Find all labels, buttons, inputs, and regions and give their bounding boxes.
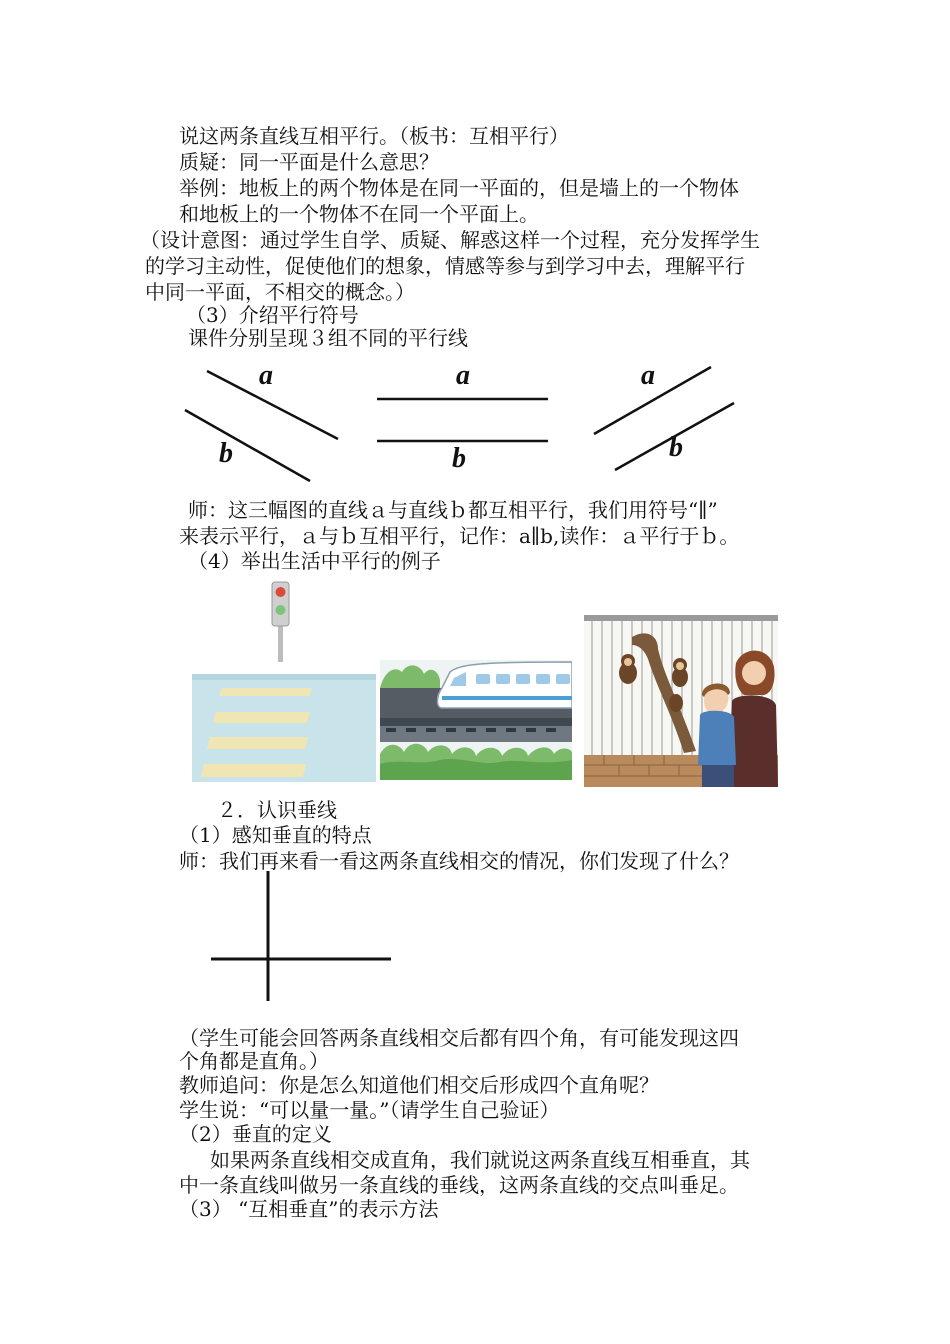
line-b-1: [185, 410, 310, 481]
text-line: 师：这三幅图的直线ａ与直线ｂ都互相平行，我们用符号“∥”: [188, 498, 718, 522]
text-line: 如果两条直线相交成直角，我们就说这两条直线互相垂直，其: [210, 1148, 750, 1172]
text-line: 教师追问：你是怎么知道他们相交后形成四个直角呢？: [179, 1073, 659, 1097]
zoo-cage-illustration: [584, 615, 778, 787]
label-a-2: a: [456, 360, 470, 391]
label-b-2: b: [452, 443, 466, 474]
label-a-1: a: [259, 360, 273, 391]
text-line: （设计意图：通过学生自学、质疑、解惑这样一个过程，充分发挥学生: [140, 228, 760, 252]
section-heading: （3） “互相垂直”的表示方法: [179, 1197, 439, 1221]
section-heading: （3）介绍平行符号: [186, 303, 359, 327]
train-illustration: [380, 660, 572, 780]
label-b-1: b: [219, 438, 233, 469]
section-heading: （2）垂直的定义: [179, 1122, 332, 1146]
text-line: 来表示平行，ａ与ｂ互相平行，记作：a∥b,读作：ａ平行于ｂ。: [179, 524, 740, 548]
section-heading: （1）感知垂直的特点: [179, 823, 372, 847]
text-line: 的学习主动性，促使他们的想象，情感等参与到学习中去，理解平行: [145, 254, 745, 278]
label-a-3: a: [641, 360, 655, 391]
label-b-3: b: [669, 432, 683, 463]
text-line: （学生可能会回答两条直线相交后都有四个角，有可能发现这四: [179, 1026, 739, 1050]
section-heading: （4）举出生活中平行的例子: [188, 549, 441, 573]
text-line: 中同一平面，不相交的概念。）: [145, 280, 415, 304]
text-line: 说这两条直线互相平行。（板书：互相平行）: [179, 124, 569, 148]
text-line: 和地板上的一个物体不在同一个平面上。: [179, 202, 539, 226]
text-line: 举例：地板上的两个物体是在同一平面的，但是墙上的一个物体: [179, 176, 739, 200]
perpendicular-lines-diagram: [205, 868, 405, 1008]
text-line: 课件分别呈现３组不同的平行线: [188, 326, 468, 350]
text-line: 学生说：“可以量一量。”（请学生自己验证）: [179, 1098, 560, 1122]
parallel-lines-diagram: [170, 355, 770, 485]
text-line: 师：我们再来看一看这两条直线相交的情况，你们发现了什么？: [179, 849, 739, 873]
text-line: 质疑：同一平面是什么意思？: [179, 150, 439, 174]
text-line: 中一条直线叫做另一条直线的垂线，这两条直线的交点叫垂足。: [179, 1173, 739, 1197]
crosswalk-illustration: [192, 580, 376, 782]
section-heading: ２．认识垂线: [217, 798, 337, 822]
text-line: 个角都是直角。）: [179, 1049, 329, 1073]
